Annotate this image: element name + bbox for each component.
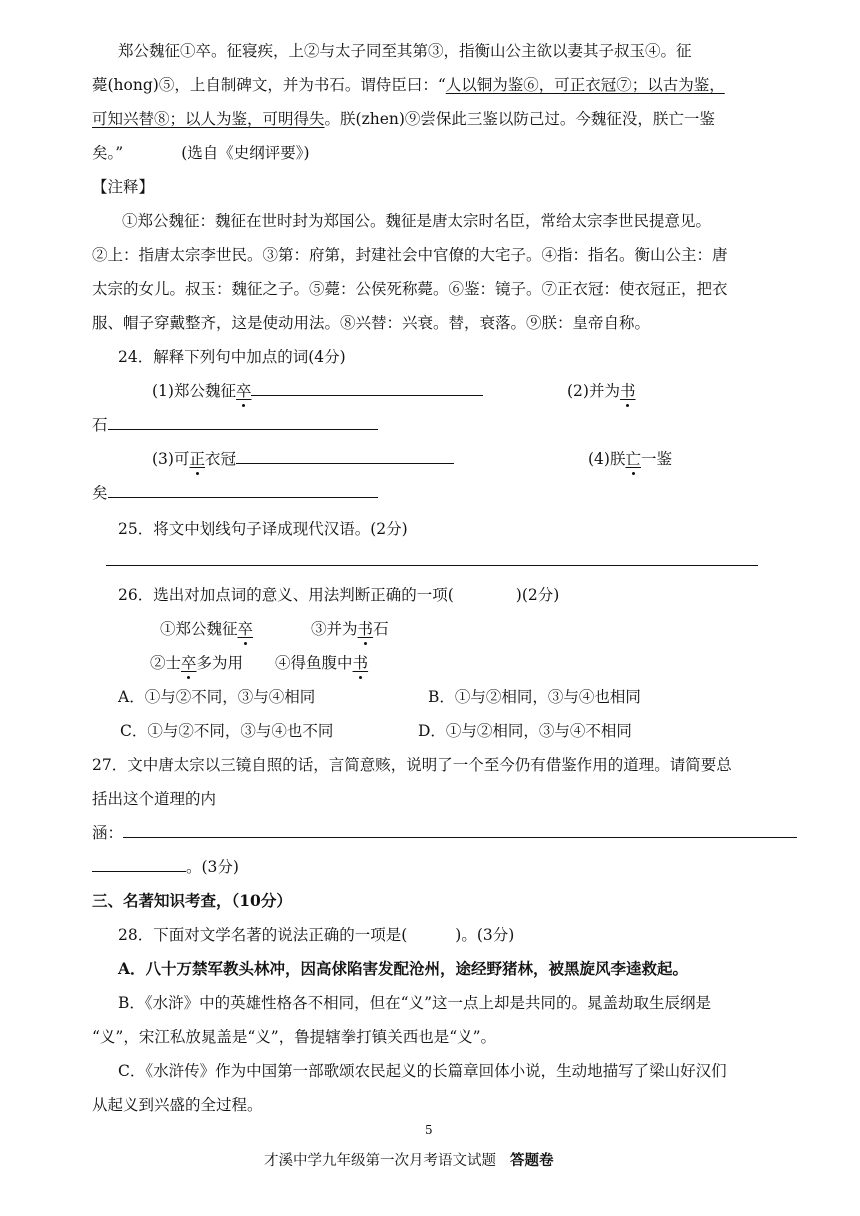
dotted-word: 书 — [352, 654, 369, 672]
passage-line-4: 矣。” (选自《史纲评要》) — [92, 144, 310, 162]
q24-item-4-cont: 矣 — [92, 482, 378, 504]
note-line-2: ②上：指唐太宗李世民。③第：府第，封建社会中官僚的大宅子。④指：指名。衡山公主：唐 — [92, 246, 728, 264]
answer-blank[interactable] — [123, 822, 797, 838]
section-3-title: 三、名著知识考查，（10分） — [92, 891, 292, 910]
q28-option-b-line-1: B．《水浒》中的英雄性格各不相同，但在“义”这一点上却是共同的。晁盖劫取生辰纲是 — [118, 994, 711, 1012]
q26-stem: 26．选出对加点词的意义、用法判断正确的一项( )(2分) — [118, 586, 560, 604]
q27-answer-row-2: 。(3分) — [92, 856, 239, 878]
note-line-3: 太宗的女儿。叔玉：魏征之子。⑤薨：公侯死称薨。⑥鉴：镜子。⑦正衣冠：使衣冠正，把衣 — [92, 280, 728, 298]
dotted-word: 书 — [357, 620, 374, 638]
q25-answer-line[interactable] — [106, 565, 758, 566]
underlined-sentence-part1: 人以铜为鉴⑥，可正衣冠⑦；以古为鉴， — [445, 76, 725, 94]
passage-source: (选自《史纲评要》) — [181, 144, 310, 162]
answer-blank[interactable] — [108, 414, 378, 430]
q26-option-d: D．①与②相同，③与④不相同 — [418, 722, 632, 740]
dotted-word: 卒 — [181, 654, 197, 672]
footer-title: 才溪中学九年级第一次月考语文试题 — [264, 1153, 496, 1169]
passage-line-2: 薨(hong)⑤，上自制碑文，并为书石。谓侍臣曰：“人以铜为鉴⑥，可正衣冠⑦；以古为鉴， — [92, 76, 725, 94]
answer-blank[interactable] — [236, 448, 454, 464]
q24-item-4: (4)朕亡一鉴 — [588, 450, 672, 468]
q28-option-b-line-2: “义”，宋江私放晁盖是“义”，鲁提辖拳打镇关西也是“义”。 — [92, 1028, 497, 1046]
q26-option-c: C．①与②不同，③与④也不同 — [120, 722, 334, 740]
answer-blank[interactable] — [251, 380, 483, 396]
q26-option-a: A．①与②不同，③与④相同 — [118, 688, 316, 706]
q24-stem: 24．解释下列句中加点的词(4分) — [118, 348, 346, 366]
answer-blank[interactable] — [92, 856, 186, 872]
footer — [264, 1150, 554, 1172]
q24-item-2: (2)并为书 — [567, 382, 636, 400]
underlined-sentence-part2: 可知兴替⑧；以人为鉴，可明得失 — [92, 110, 325, 128]
passage-line-1: 郑公魏征①卒。征寝疾，上②与太子同至其第③，指衡山公主欲以妻其子叔玉④。征 — [118, 42, 692, 60]
dotted-word: 卒 — [235, 382, 252, 400]
note-line-4: 服、帽子穿戴整齐，这是使动用法。⑧兴替：兴衰。替，衰落。⑨朕：皇帝自称。 — [92, 314, 651, 332]
q28-option-c-line-1: C．《水浒传》作为中国第一部歌颂农民起义的长篇章回体小说，生动地描写了梁山好汉们 — [118, 1062, 727, 1080]
note-line-1: ①郑公魏征：魏征在世时封为郑国公。魏征是唐太宗时名臣，常给太宗李世民提意见。 — [122, 212, 712, 230]
q25-stem: 25．将文中划线句子译成现代汉语。(2分) — [118, 520, 408, 538]
q26-row-1: ①郑公魏征卒 ③并为书石 — [160, 620, 389, 638]
q27-answer-row: 涵： — [92, 822, 797, 844]
answer-blank[interactable] — [108, 482, 378, 498]
footer-label: 答题卷 — [510, 1152, 554, 1169]
q28-option-c-line-2: 从起义到兴盛的全过程。 — [92, 1096, 263, 1114]
q28-stem: 28．下面对文学名著的说法正确的一项是( )。(3分) — [118, 926, 515, 944]
dotted-word: 书 — [619, 382, 636, 400]
q26-row-2: ②士卒多为用 ④得鱼腹中书 — [150, 654, 369, 672]
q24-item-2-cont: 石 — [92, 414, 378, 436]
dotted-word: 正 — [189, 450, 205, 468]
q28-option-a: A．八十万禁军教头林冲，因高俅陷害发配沧州，途经野猪林，被黑旋风李逵救起。 — [118, 959, 689, 978]
passage-line-3: 可知兴替⑧；以人为鉴，可明得失。朕(zhen)⑨尝保此三鉴以防己过。今魏征没，朕亡一鉴 — [92, 110, 715, 128]
q26-option-b: B．①与②相同，③与④也相同 — [428, 688, 641, 706]
q24-item-1: (1)郑公魏征卒 — [152, 380, 483, 402]
q24-item-3: (3)可正衣冠 — [152, 448, 454, 470]
dotted-word: 亡 — [625, 450, 641, 468]
q27-stem-line-2: 括出这个道理的内 — [92, 790, 217, 808]
q27-stem-line-1: 27．文中唐太宗以三镜自照的话，言简意赅，说明了一个至今仍有借鉴作用的道理。请简要总 — [92, 756, 732, 774]
dotted-word: 卒 — [237, 620, 254, 638]
notes-heading: 【注释】 — [92, 178, 155, 196]
page-number: 5 — [425, 1123, 433, 1137]
